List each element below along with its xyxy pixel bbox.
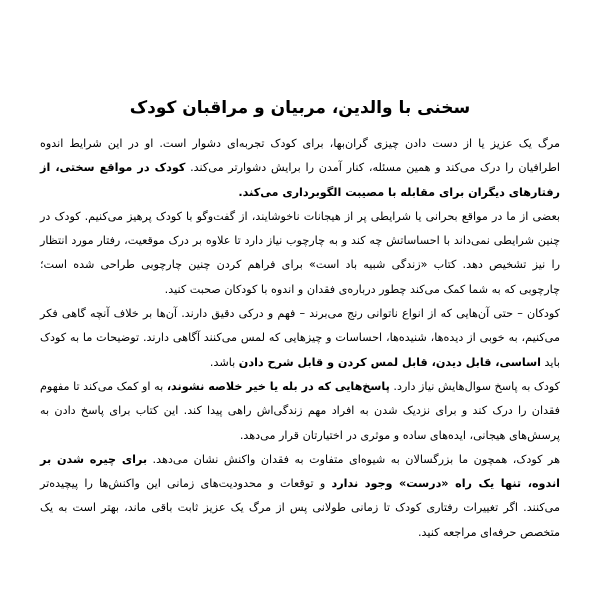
paragraph-4-text: کودک به پاسخ سوال‌هایش نیاز دارد.	[389, 379, 561, 393]
paragraph-4-text-end: به او کمک می‌کند تا مفهوم فقدان را درک کند و برای نزدیک شدن به افراد مهم زندگی‌اش راهی پیدا کند. این کتاب برای پاسخ دادن به پرسش‌های هیجانی، ایده‌های ساده و موثری در اختیارتان قرار می‌دهد.	[40, 379, 560, 442]
paragraph-1	[40, 132, 560, 205]
paragraph-4	[40, 375, 560, 448]
paragraph-4-bold: پاسخ‌هایی که در بله یا خیر خلاصه نشوند،	[166, 379, 390, 393]
paragraph-1-bold: کودک در مواقع سختی، از رفتارهای دیگران برای مقابله با مصیبت الگوبرداری می‌کند.	[40, 161, 560, 199]
paragraph-2	[40, 205, 560, 302]
paragraph-5-text: هر کودک، همچون ما بزرگسالان به شیوه‌ای متفاوت به فقدان واکنش نشان می‌دهد.	[147, 452, 560, 466]
paragraph-5	[40, 448, 560, 545]
paragraph-5-text-end: و توقعات و محدودیت‌های زمانی این واکنش‌ها را پیچیده‌تر می‌کنند. اگر تغییرات رفتاری کودک تا زمانی طولانی پس از مرگ یک عزیز ثابت باقی ماند، بهتر است به یک متخصص حرفه‌ای مراجعه کنید.	[40, 477, 560, 539]
paragraph-5-bold: برای چیره شدن بر اندوه، تنها یک راه «درست» وجود ندارد	[40, 452, 560, 491]
paragraph-3-bold: اساسی، قابل دیدن، قابل لمس کردن و قابل شرح دادن	[238, 355, 541, 369]
page-title: سخنی با والدین، مربیان و مراقبان کودک	[129, 98, 471, 118]
paragraph-3	[40, 302, 560, 375]
paragraph-3-text: کودکان – حتی آن‌هایی که از انواع ناتوانی رنج می‌برند – فهم و درکی دقیق دارند. آن‌ها بر خلاف آنچه گاهی فکر می‌کنیم، به خوبی از دیده‌ها، شنیده‌ها، احساسات و چیزهایی که لمس می‌کنند آگاهی دارند. توضیحات ما به کودک باید	[40, 307, 560, 369]
paragraph-2-text: بعضی از ما در مواقع بحرانی یا شرایطی پر از هیجانات ناخوشایند، از گفت‌وگو با کودک پرهیز می‌کنیم. کودک در چنین شرایطی نمی‌داند با احساساتش چه کند و به چارچوب نیاز دارد تا علاوه بر درک موقعیت، رفتار مورد انتظار را نیز تشخیص دهد. کتاب «زندگی شبیه باد است» برای فراهم کردن چنین چارچوبی طراحی شده است؛ چارچوبی که به شما کمک می‌کند چطور درباره‌ی فقدان و اندوه با کودکان صحبت کنید.	[40, 209, 560, 296]
document-page	[40, 0, 560, 608]
paragraph-1-text: مرگ یک عزیز یا از دست دادن چیزی گران‌بها، برای کودک تجربه‌ای دشوار است. او در این شرایط اندوه اطرافیان را درک می‌کند و همین مسئله، کنار آمدن را برایش دشوارتر می‌کند.	[40, 137, 560, 175]
paragraph-3-text-end: باشد.	[209, 355, 239, 369]
